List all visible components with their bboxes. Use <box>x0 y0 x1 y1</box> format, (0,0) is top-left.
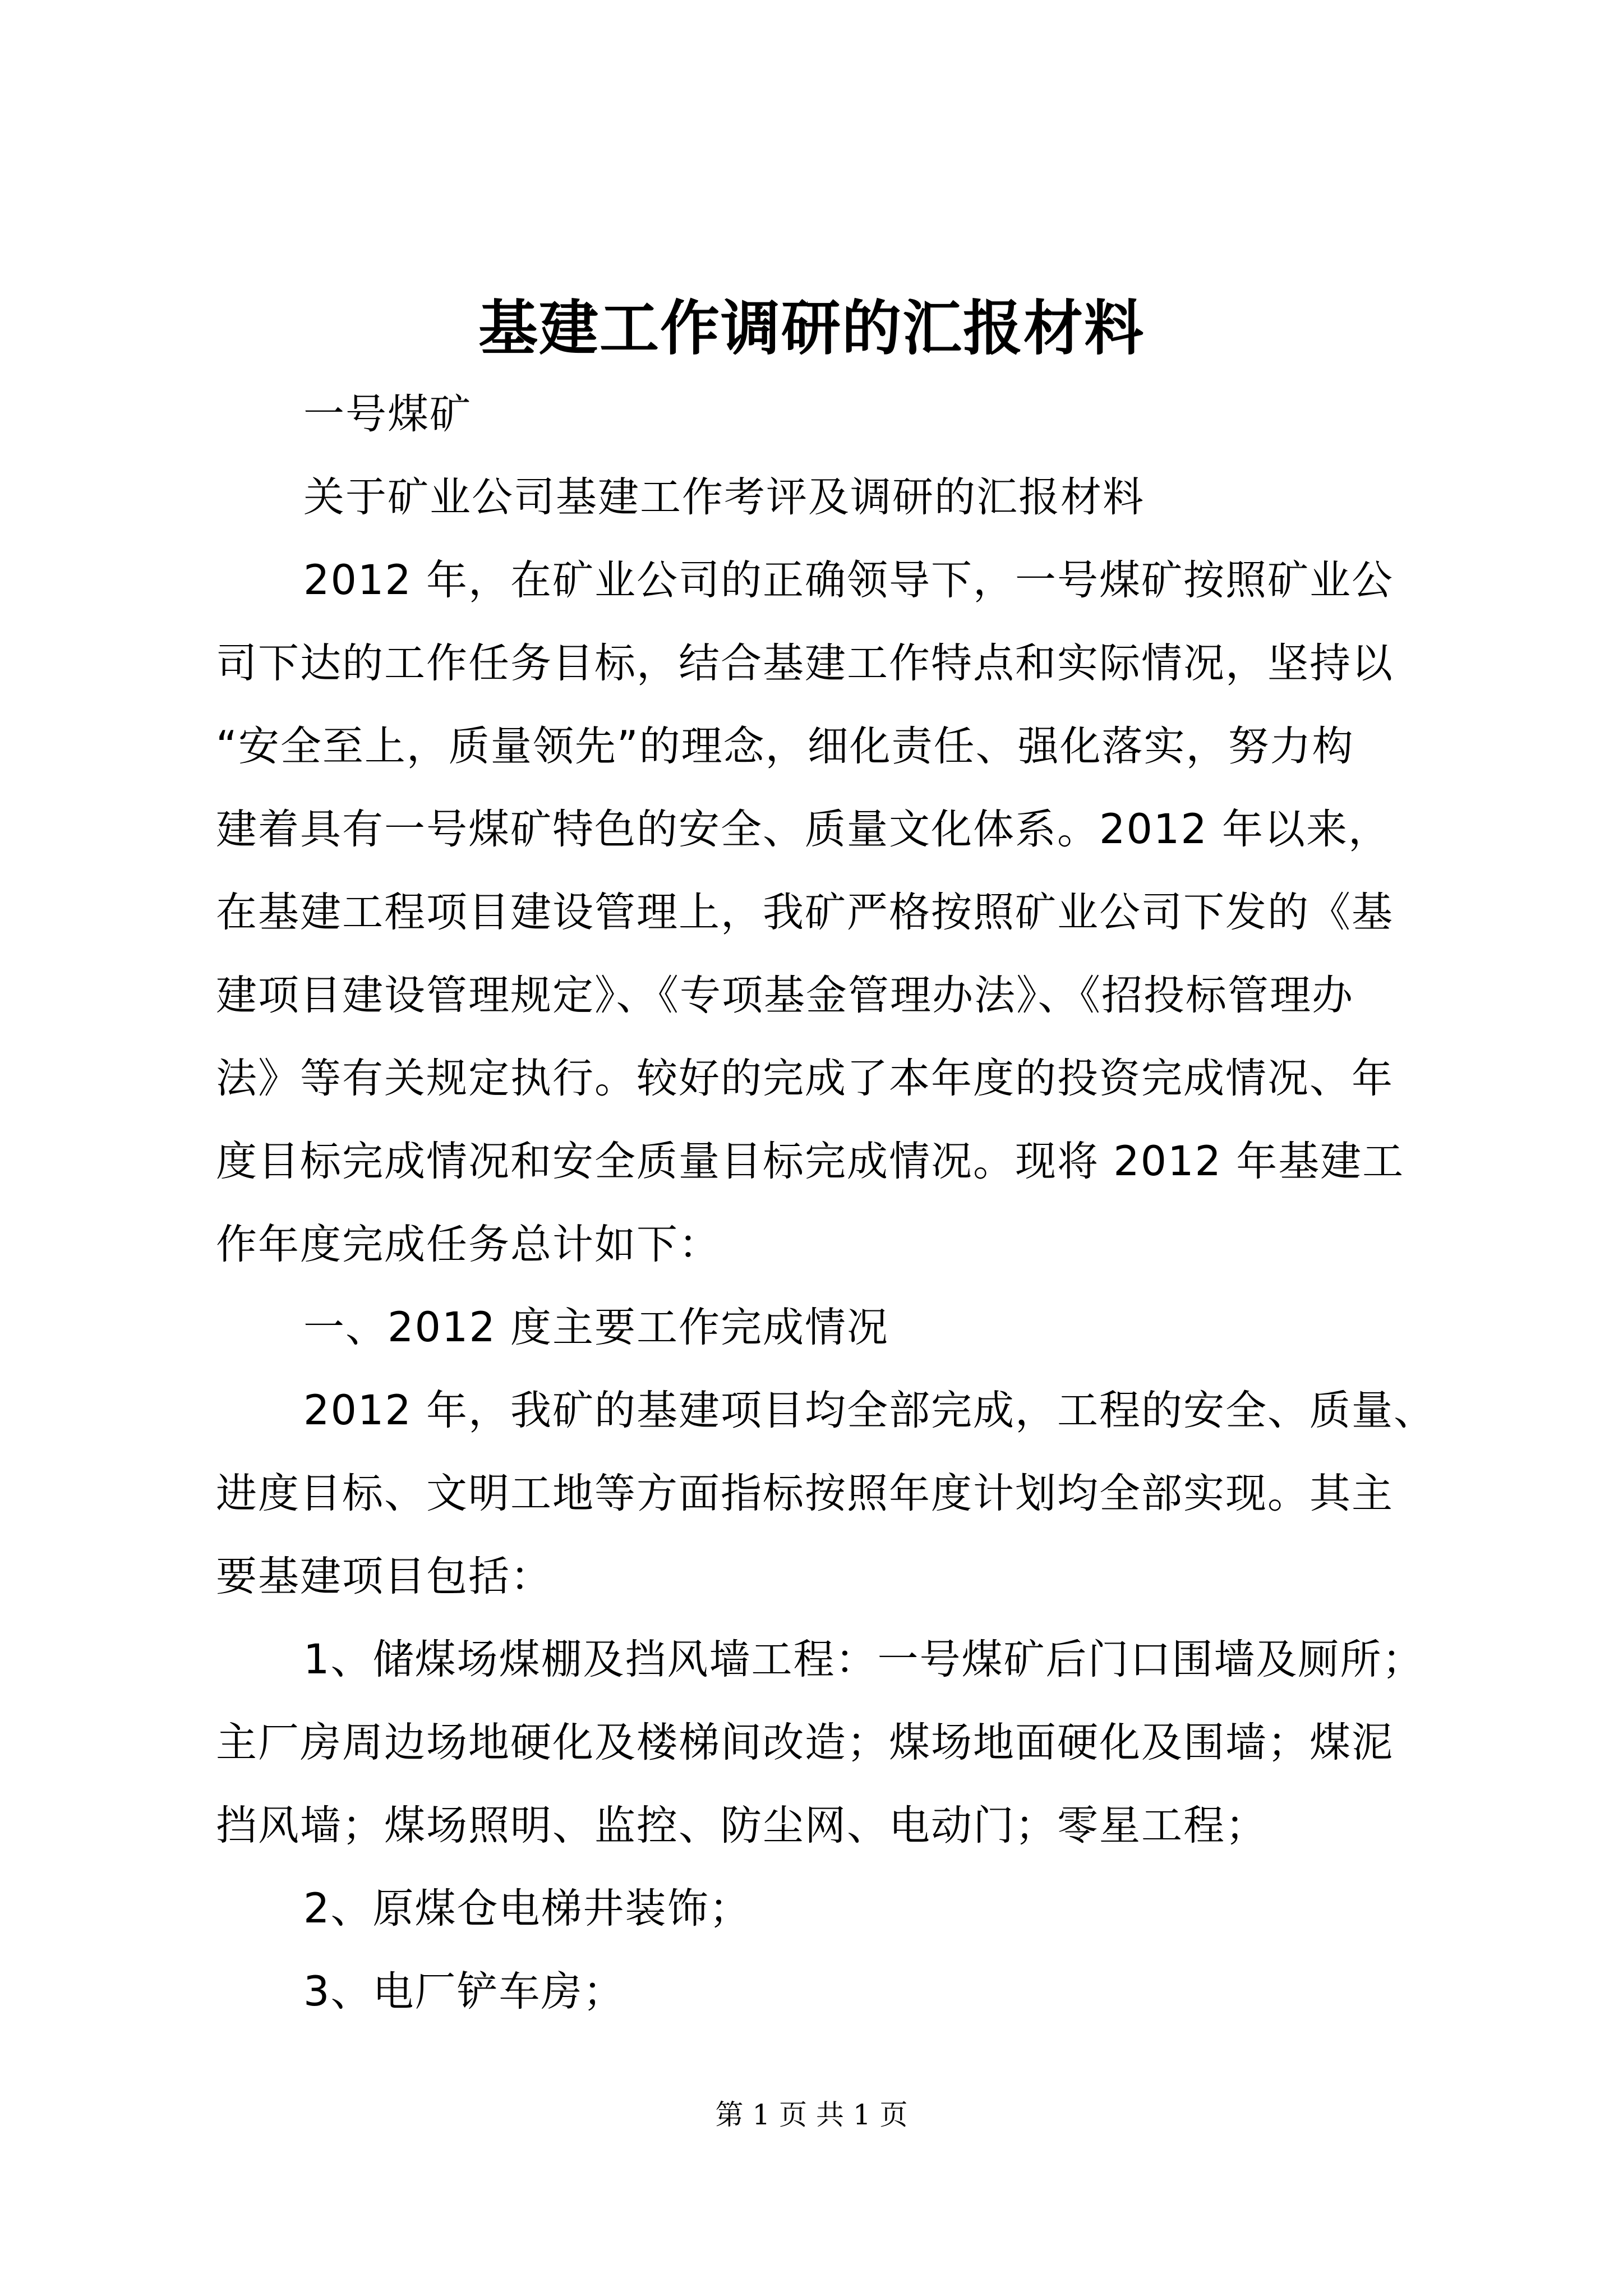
body-line: 度目标完成情况和安全质量目标完成情况。现将 2012 年基建工 <box>216 1138 1405 1185</box>
body-line: 2012 年，在矿业公司的正确领导下，一号煤矿按照矿业公 <box>303 556 1394 604</box>
body-line: 1、储煤场煤棚及挡风墙工程：一号煤矿后门口围墙及厕所； <box>303 1636 1424 1683</box>
body-line: 建项目建设管理规定》、《专项基金管理办法》、《招投标管理办 <box>216 972 1354 1019</box>
body-line: 主厂房周边场地硬化及楼梯间改造；煤场地面硬化及围墙；煤泥 <box>216 1719 1394 1766</box>
body-line: 司下达的工作任务目标，结合基建工作特点和实际情况，坚持以 <box>216 639 1394 687</box>
document-body <box>216 373 1450 2033</box>
body-line: 建着具有一号煤矿特色的安全、质量文化体系。2012 年以来， <box>216 806 1390 853</box>
document-title: 基建工作调研的汇报材料 <box>478 293 1145 363</box>
body-line: 一号煤矿 <box>303 390 472 438</box>
body-line: 2012 年，我矿的基建项目均全部完成，工程的安全、质量、 <box>303 1387 1436 1434</box>
body-line: “安全至上，质量领先”的理念，细化责任、强化落实，努力构 <box>216 723 1354 770</box>
body-line: 在基建工程项目建设管理上，我矿严格按照矿业公司下发的《基 <box>216 889 1394 936</box>
body-line: 一、2012 度主要工作完成情况 <box>303 1304 889 1351</box>
body-line: 关于矿业公司基建工作考评及调研的汇报材料 <box>303 473 1145 521</box>
body-line: 3、电厂铲车房； <box>303 1968 625 2016</box>
body-line: 挡风墙；煤场照明、监控、防尘网、电动门；零星工程； <box>216 1802 1267 1849</box>
body-line: 进度目标、文明工地等方面指标按照年度计划均全部实现。其主 <box>216 1470 1394 1517</box>
body-line: 作年度完成任务总计如下： <box>216 1221 721 1268</box>
body-line: 要基建项目包括： <box>216 1553 552 1600</box>
body-line: 2、原煤仓电梯井装饰； <box>303 1885 751 1932</box>
body-line: 法》等有关规定执行。较好的完成了本年度的投资完成情况、年 <box>216 1055 1394 1102</box>
page-footer: 第 1 页 共 1 页 <box>715 2099 908 2131</box>
